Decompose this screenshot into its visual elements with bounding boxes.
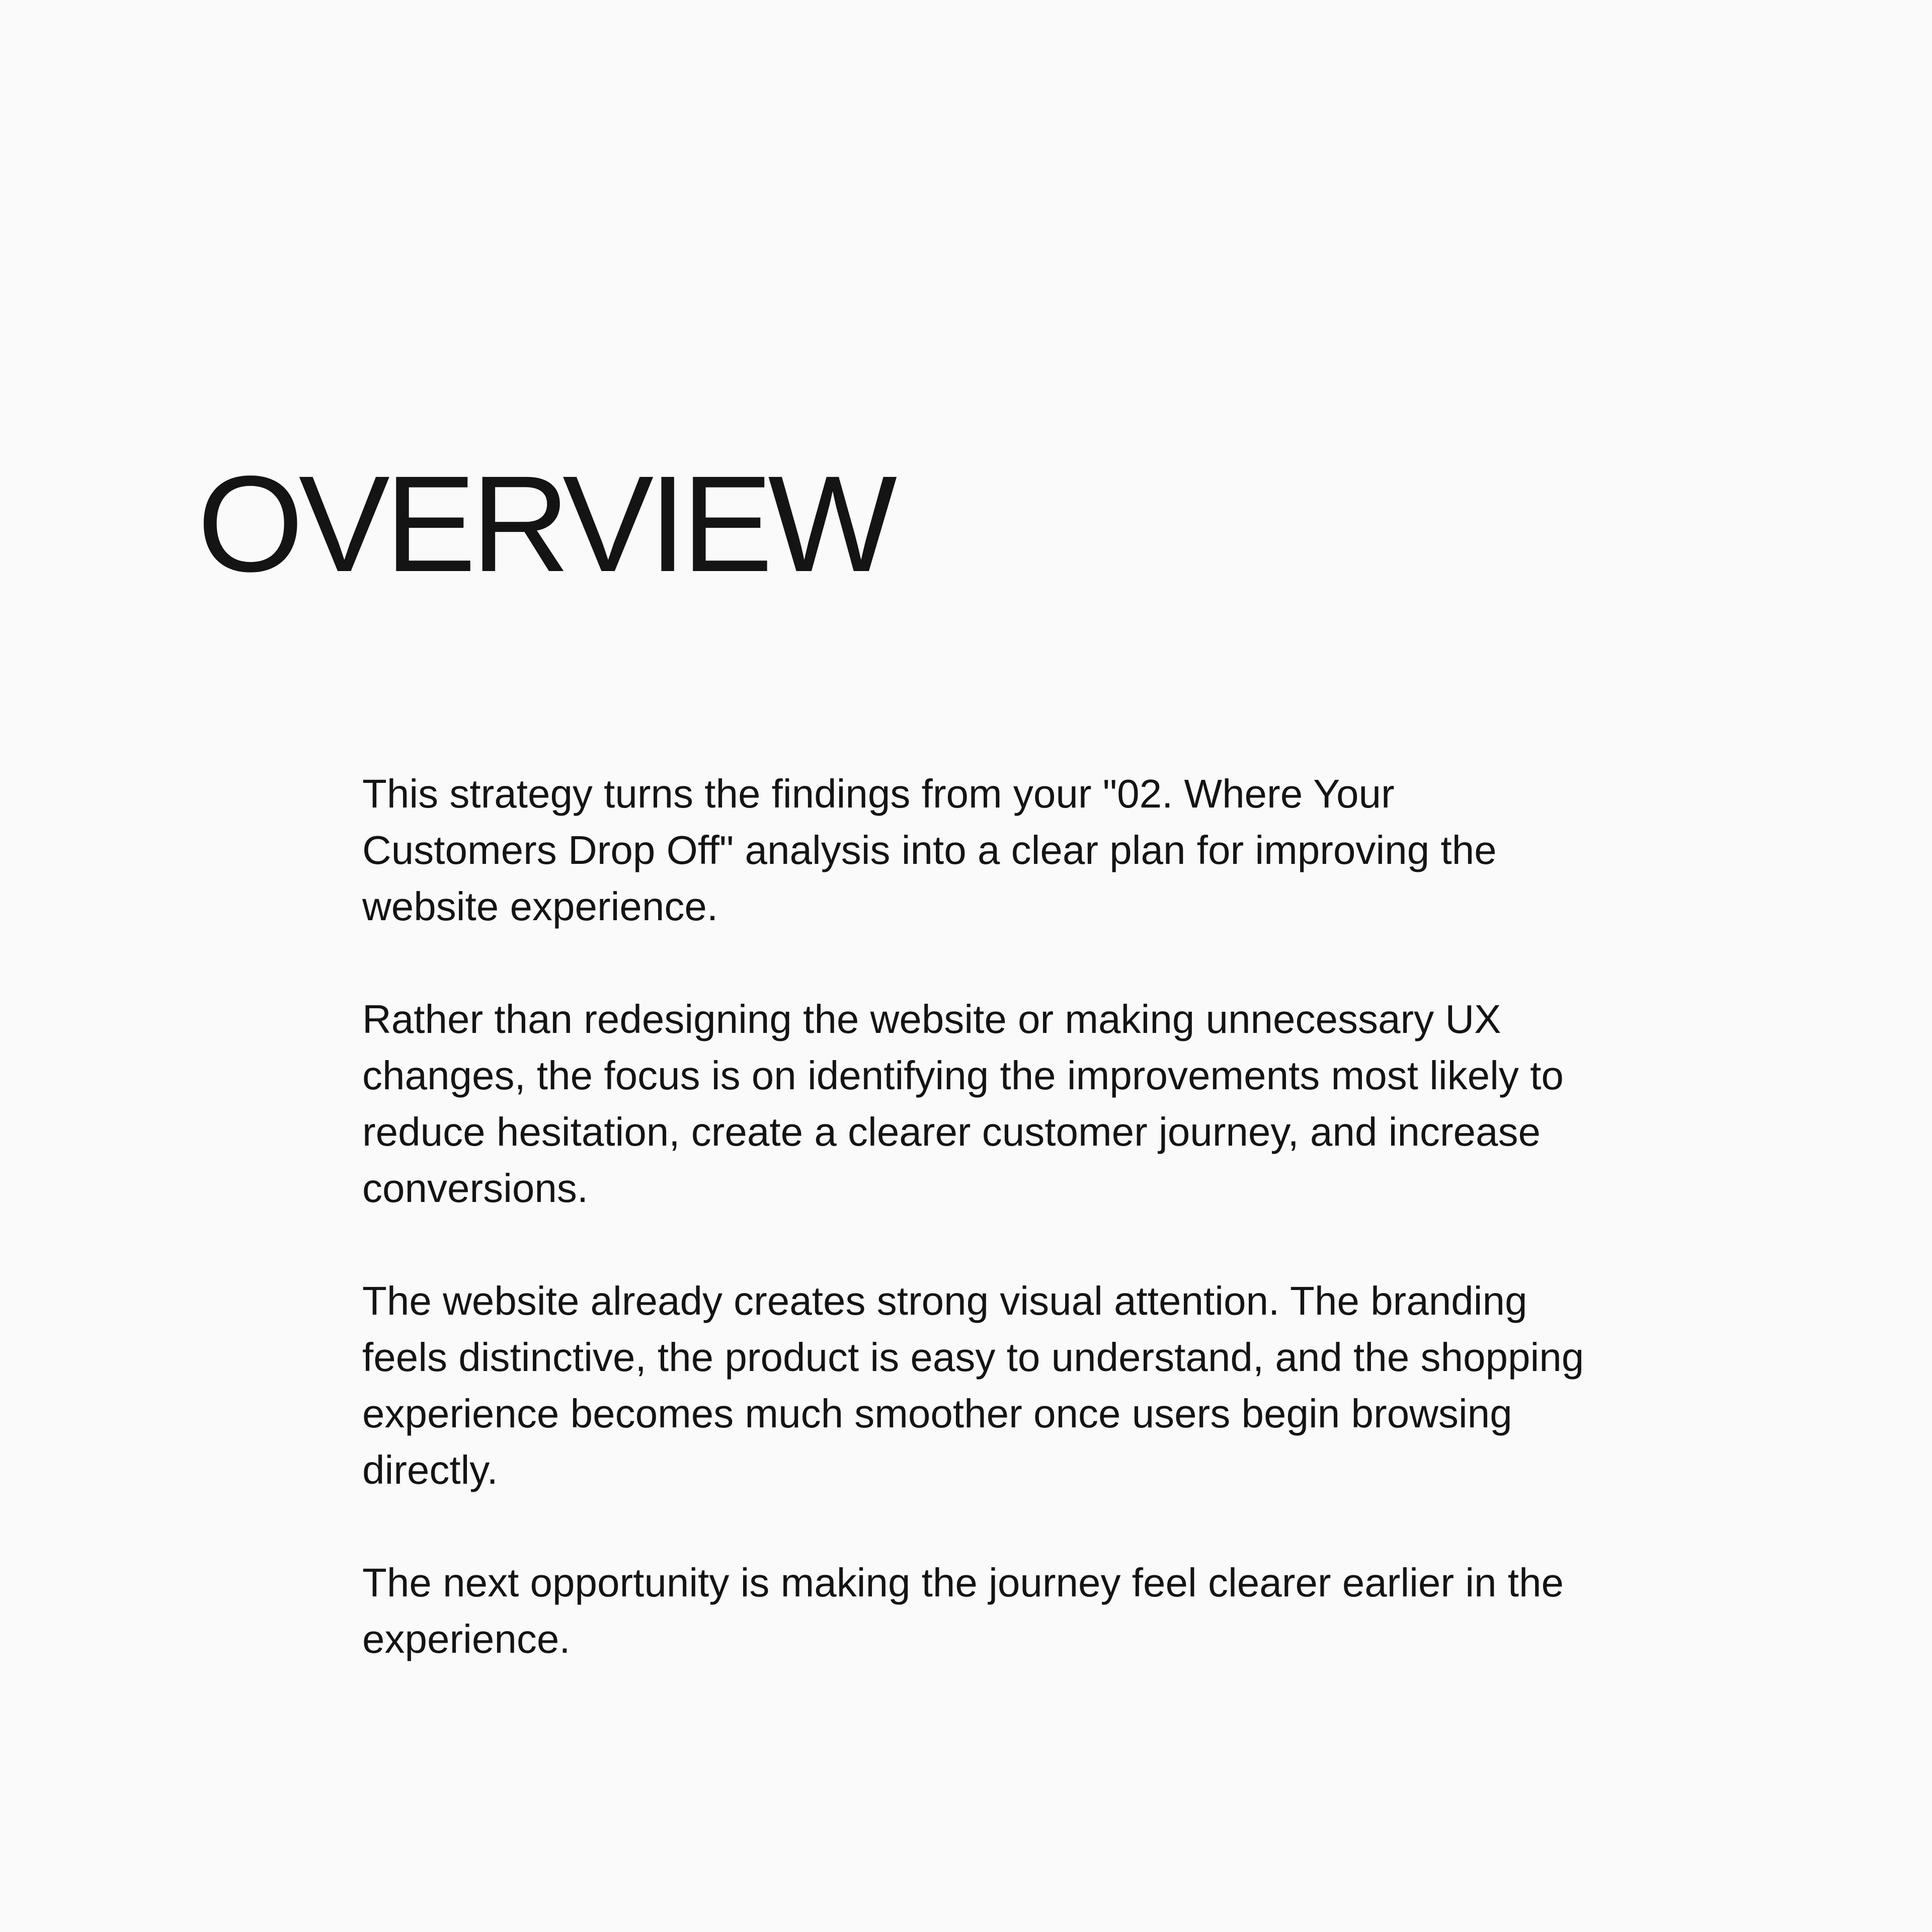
overview-body	[362, 766, 1600, 1667]
paragraph-strengths: The website already creates strong visual attention. The branding feels distinctive, the product is easy to understand, and the shopping experience becomes much smoother once users begin browsing directly.	[362, 1278, 1584, 1492]
paragraph-focus: Rather than redesigning the website or making unnecessary UX changes, the focus is on identifying the improvements most likely to reduce hesitation, create a clearer customer journey, and increase conversions.	[362, 997, 1564, 1211]
paragraph-next-opportunity: The next opportunity is making the journey feel clearer earlier in the experience.	[362, 1560, 1564, 1661]
paragraph-intro: This strategy turns the findings from your "02. Where Your Customers Drop Off" analysis into a clear plan for improving the website experience.	[362, 771, 1497, 929]
page-title: OVERVIEW	[197, 447, 893, 600]
